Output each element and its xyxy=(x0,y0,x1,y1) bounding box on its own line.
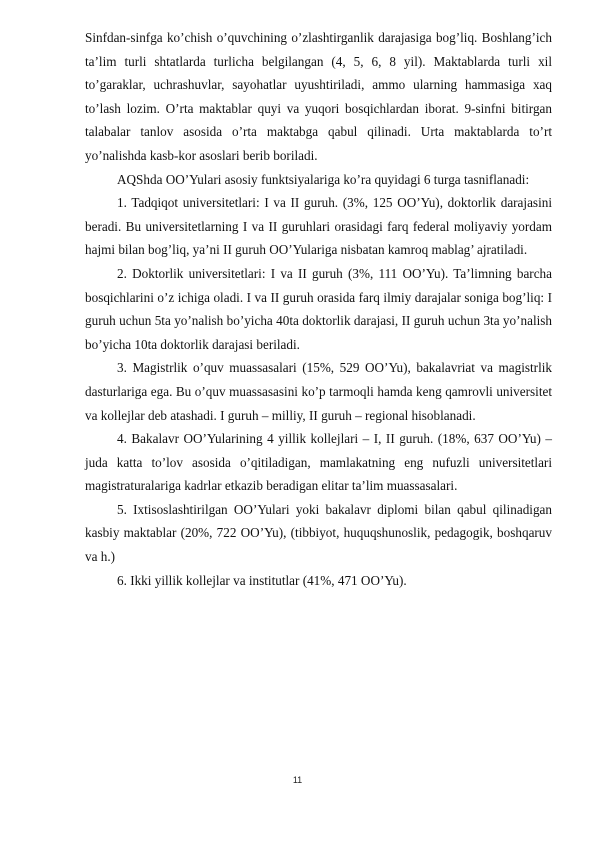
page-body xyxy=(85,26,552,592)
list-item-doctoral-universities: 2. Doktorlik universitetlari: I va II guruh (3%, 111 OO’Yu). Ta’limning barcha bosqichlarini o’z ichiga oladi. I va II guruh orasida farq ilmiy darajalar soniga bog’liq: I guruh uchun 5ta yo’nalish bo’yicha 40ta doktorlik darajasi, II guruh uchun 3ta yo’nalish bo’yicha 10ta doktorlik darajasi beriladi. xyxy=(85,265,552,352)
list-item-two-year-colleges: 6. Ikki yillik kollejlar va institutlar (41%, 471 OO’Yu). xyxy=(117,572,407,588)
page-number: 11 xyxy=(292,775,303,785)
list-item-bachelor-colleges: 4. Bakalavr OO’Yularining 4 yillik kollejlari – I, II guruh. (18%, 637 OO’Yu) – juda katta to’lov asosida o’qitiladigan, mamlakatning eng nufuzli universitetlari magistraturalariga kadrlar etkazib beradigan elitar ta’lim muassasalari. xyxy=(85,431,552,494)
paragraph-classification-intro: AQShda OO’Yulari asosiy funktsiyalariga ko’ra quyidagi 6 turga tasniflanadi: xyxy=(117,171,530,187)
list-item-master-institutions: 3. Magistrlik o’quv muassasalari (15%, 529 OO’Yu), bakalavriat va magistrlik dasturlariga ega. Bu o’quv muassasasini ko’p tarmoqli hamda keng qamrovli universitet va kollejlar deb atashadi. I guruh – milliy, II guruh – regional hisoblanadi. xyxy=(85,360,552,423)
list-item-research-universities: 1. Tadqiqot universitetlari: I va II guruh. (3%, 125 OO’Yu), doktorlik darajasini beradi. Bu universitetlarning I va II guruhlari orasidagi farq federal moliyaviy yordam hajmi bilan bog’liq, ya’ni II guruh OO’Yulariga nisbatan kamroq mablag’ ajratiladi. xyxy=(85,195,552,258)
list-item-specialized-institutions: 5. Ixtisoslashtirilgan OO’Yulari yoki bakalavr diplomi bilan qabul qilinadigan kasbiy maktablar (20%, 722 OO’Yu), (tibbiyot, huquqshunoslik, pedagogik, boshqaruv va h.) xyxy=(85,501,552,565)
paragraph-promotion: Sinfdan-sinfga ko’chish o’quvchining o’zlashtirganlik darajasiga bog’liq. Boshlang’ich ta’lim turli shtatlarda turlicha belgilangan (4, 5, 6, 8 yil). Maktablarda turli xil to’garaklar, uchrashuvlar, sayohatlar uyushtiriladi, ammo ularning hammasiga xaq to’lash lozim. O’rta maktablar quyi va yuqori bosqichlardan iborat. 9-sinfni bitirgan talabalar tanlov asosida o’rta maktabga qabul qilinadi. Urta maktablarda to’rt yo’nalishda kasb-kor asoslari berib boriladi. xyxy=(85,30,552,163)
